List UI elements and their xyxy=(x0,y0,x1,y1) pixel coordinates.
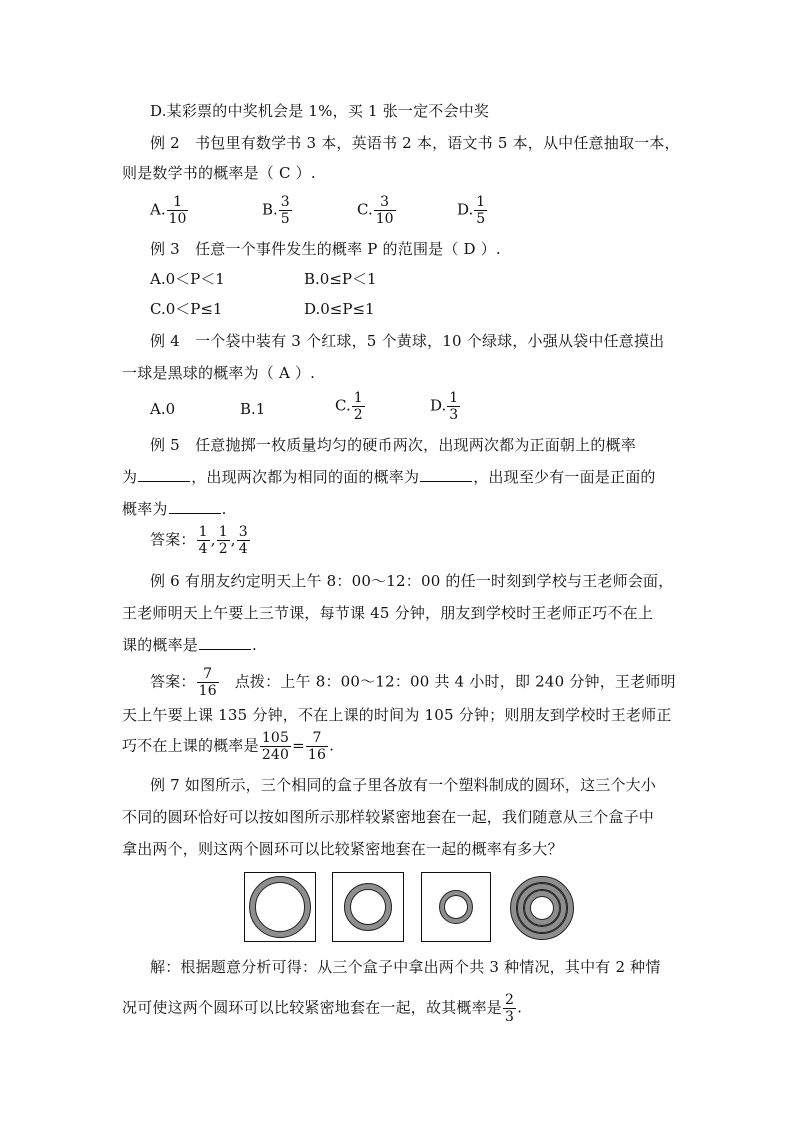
example-6-question-line2: 王老师明天上午要上三节课，每节课 45 分钟，朋友到学校时王老师正巧不在上 xyxy=(122,604,654,622)
example-2-question-line1: 例 2 书包里有数学书 3 本，英语书 2 本，语文书 5 本，从中任意抽取一本， xyxy=(150,134,680,152)
example-3-question: 例 3 任意一个事件发生的概率 P 的范围是（ D ）. xyxy=(150,240,501,258)
box-small-ring xyxy=(421,872,491,942)
ex3-option-a: A.0＜P＜1 xyxy=(150,270,225,288)
example-5-question-line1: 例 5 任意抛掷一枚质量均匀的硬币两次，出现两次都为正面朝上的概率 xyxy=(150,436,636,454)
solution-line1: 解：根据题意分析可得：从三个盒子中拿出两个共 3 种情况，其中有 2 种情 xyxy=(150,958,661,976)
ring-hole xyxy=(444,895,468,919)
ex2-option-b: B. $\frac{3}{5}$ xyxy=(262,194,290,227)
ex4-option-d: D. $\frac{1}{3}$ xyxy=(430,390,459,423)
answer-blank xyxy=(138,467,190,482)
option-d-text: D.某彩票的中奖机会是 1%，买 1 张一定不会中奖 xyxy=(150,102,490,120)
example-6-question-line1: 例 6 有朋友约定明天上午 8：00～12：00 的任一时刻到学校与王老师会面， xyxy=(150,572,674,590)
box-medium-ring xyxy=(332,872,404,942)
example-5-answer: 答案： $\frac{1}{4}$ , $\frac{1}{2}$ , $\frac{3}{4}$ xyxy=(150,524,248,557)
ex2-option-d: D. $\frac{1}{5}$ xyxy=(457,194,486,227)
example-4-question-line2: 一球是黑球的概率为（ A ）. xyxy=(122,364,316,382)
answer-blank xyxy=(169,499,221,514)
example-4-question-line1: 例 4 一个袋中装有 3 个红球，5 个黄球，10 个绿球，小强从袋中任意摸出 xyxy=(150,332,665,350)
example-5-question-line3: 概率为 . xyxy=(122,500,227,518)
ex3-option-b: B.0≤P＜1 xyxy=(304,270,377,288)
example-6-answer: 答案： $\frac{7}{16}$ 点拨：上午 8：00～12：00 共 4 小时，即 240 分钟，王老师明 xyxy=(150,666,676,699)
example-5-question-line2: 为 ，出现两次都为相同的面的概率为 ，出现至少有一面是正面的 xyxy=(122,468,656,486)
ex2-option-a: A. $\frac{1}{10}$ xyxy=(150,194,187,227)
ring-hole xyxy=(350,889,386,925)
nested-rings xyxy=(510,876,574,940)
example-7-question-line1: 例 7 如图所示，三个相同的盒子里各放有一个塑料制成的圆环，这三个大小 xyxy=(150,776,657,794)
ring-hole xyxy=(255,882,305,932)
answer-blank xyxy=(199,635,251,650)
ex4-option-a: A.0 xyxy=(150,400,176,418)
example-7-question-line2: 不同的圆环恰好可以按如图所示那样较紧密地套在一起，我们随意从三个盒子中 xyxy=(122,808,655,826)
ring-hole xyxy=(530,896,554,920)
ex4-option-c: C. $\frac{1}{2}$ xyxy=(335,390,363,423)
example-6-hint-line3: 巧不在上课的概率是 $\frac{105}{240}$ = $\frac{7}{16}$ . xyxy=(122,730,335,763)
ex3-option-d: D.0≤P≤1 xyxy=(304,300,375,318)
solution-line2: 况可使这两个圆环可以比较紧密地套在一起，故其概率是 $\frac{2}{3}$ . xyxy=(122,992,523,1025)
example-6-question-line3: 课的概率是 . xyxy=(122,636,257,654)
example-6-hint-line2: 天上午要上课 135 分钟，不在上课的时间为 105 分钟；则朋友到学校时王老师正 xyxy=(122,706,672,724)
ex2-option-c: C. $\frac{3}{10}$ xyxy=(357,194,394,227)
answer-blank xyxy=(420,467,472,482)
example-2-question-line2: 则是数学书的概率是（ C ）. xyxy=(122,164,316,182)
ex4-option-b: B.1 xyxy=(240,400,266,418)
example-7-question-line3: 拿出两个，则这两个圆环可以比较紧密地套在一起的概率有多大？ xyxy=(122,840,563,858)
box-large-ring xyxy=(244,872,316,942)
ex3-option-c: C.0＜P≤1 xyxy=(150,300,223,318)
